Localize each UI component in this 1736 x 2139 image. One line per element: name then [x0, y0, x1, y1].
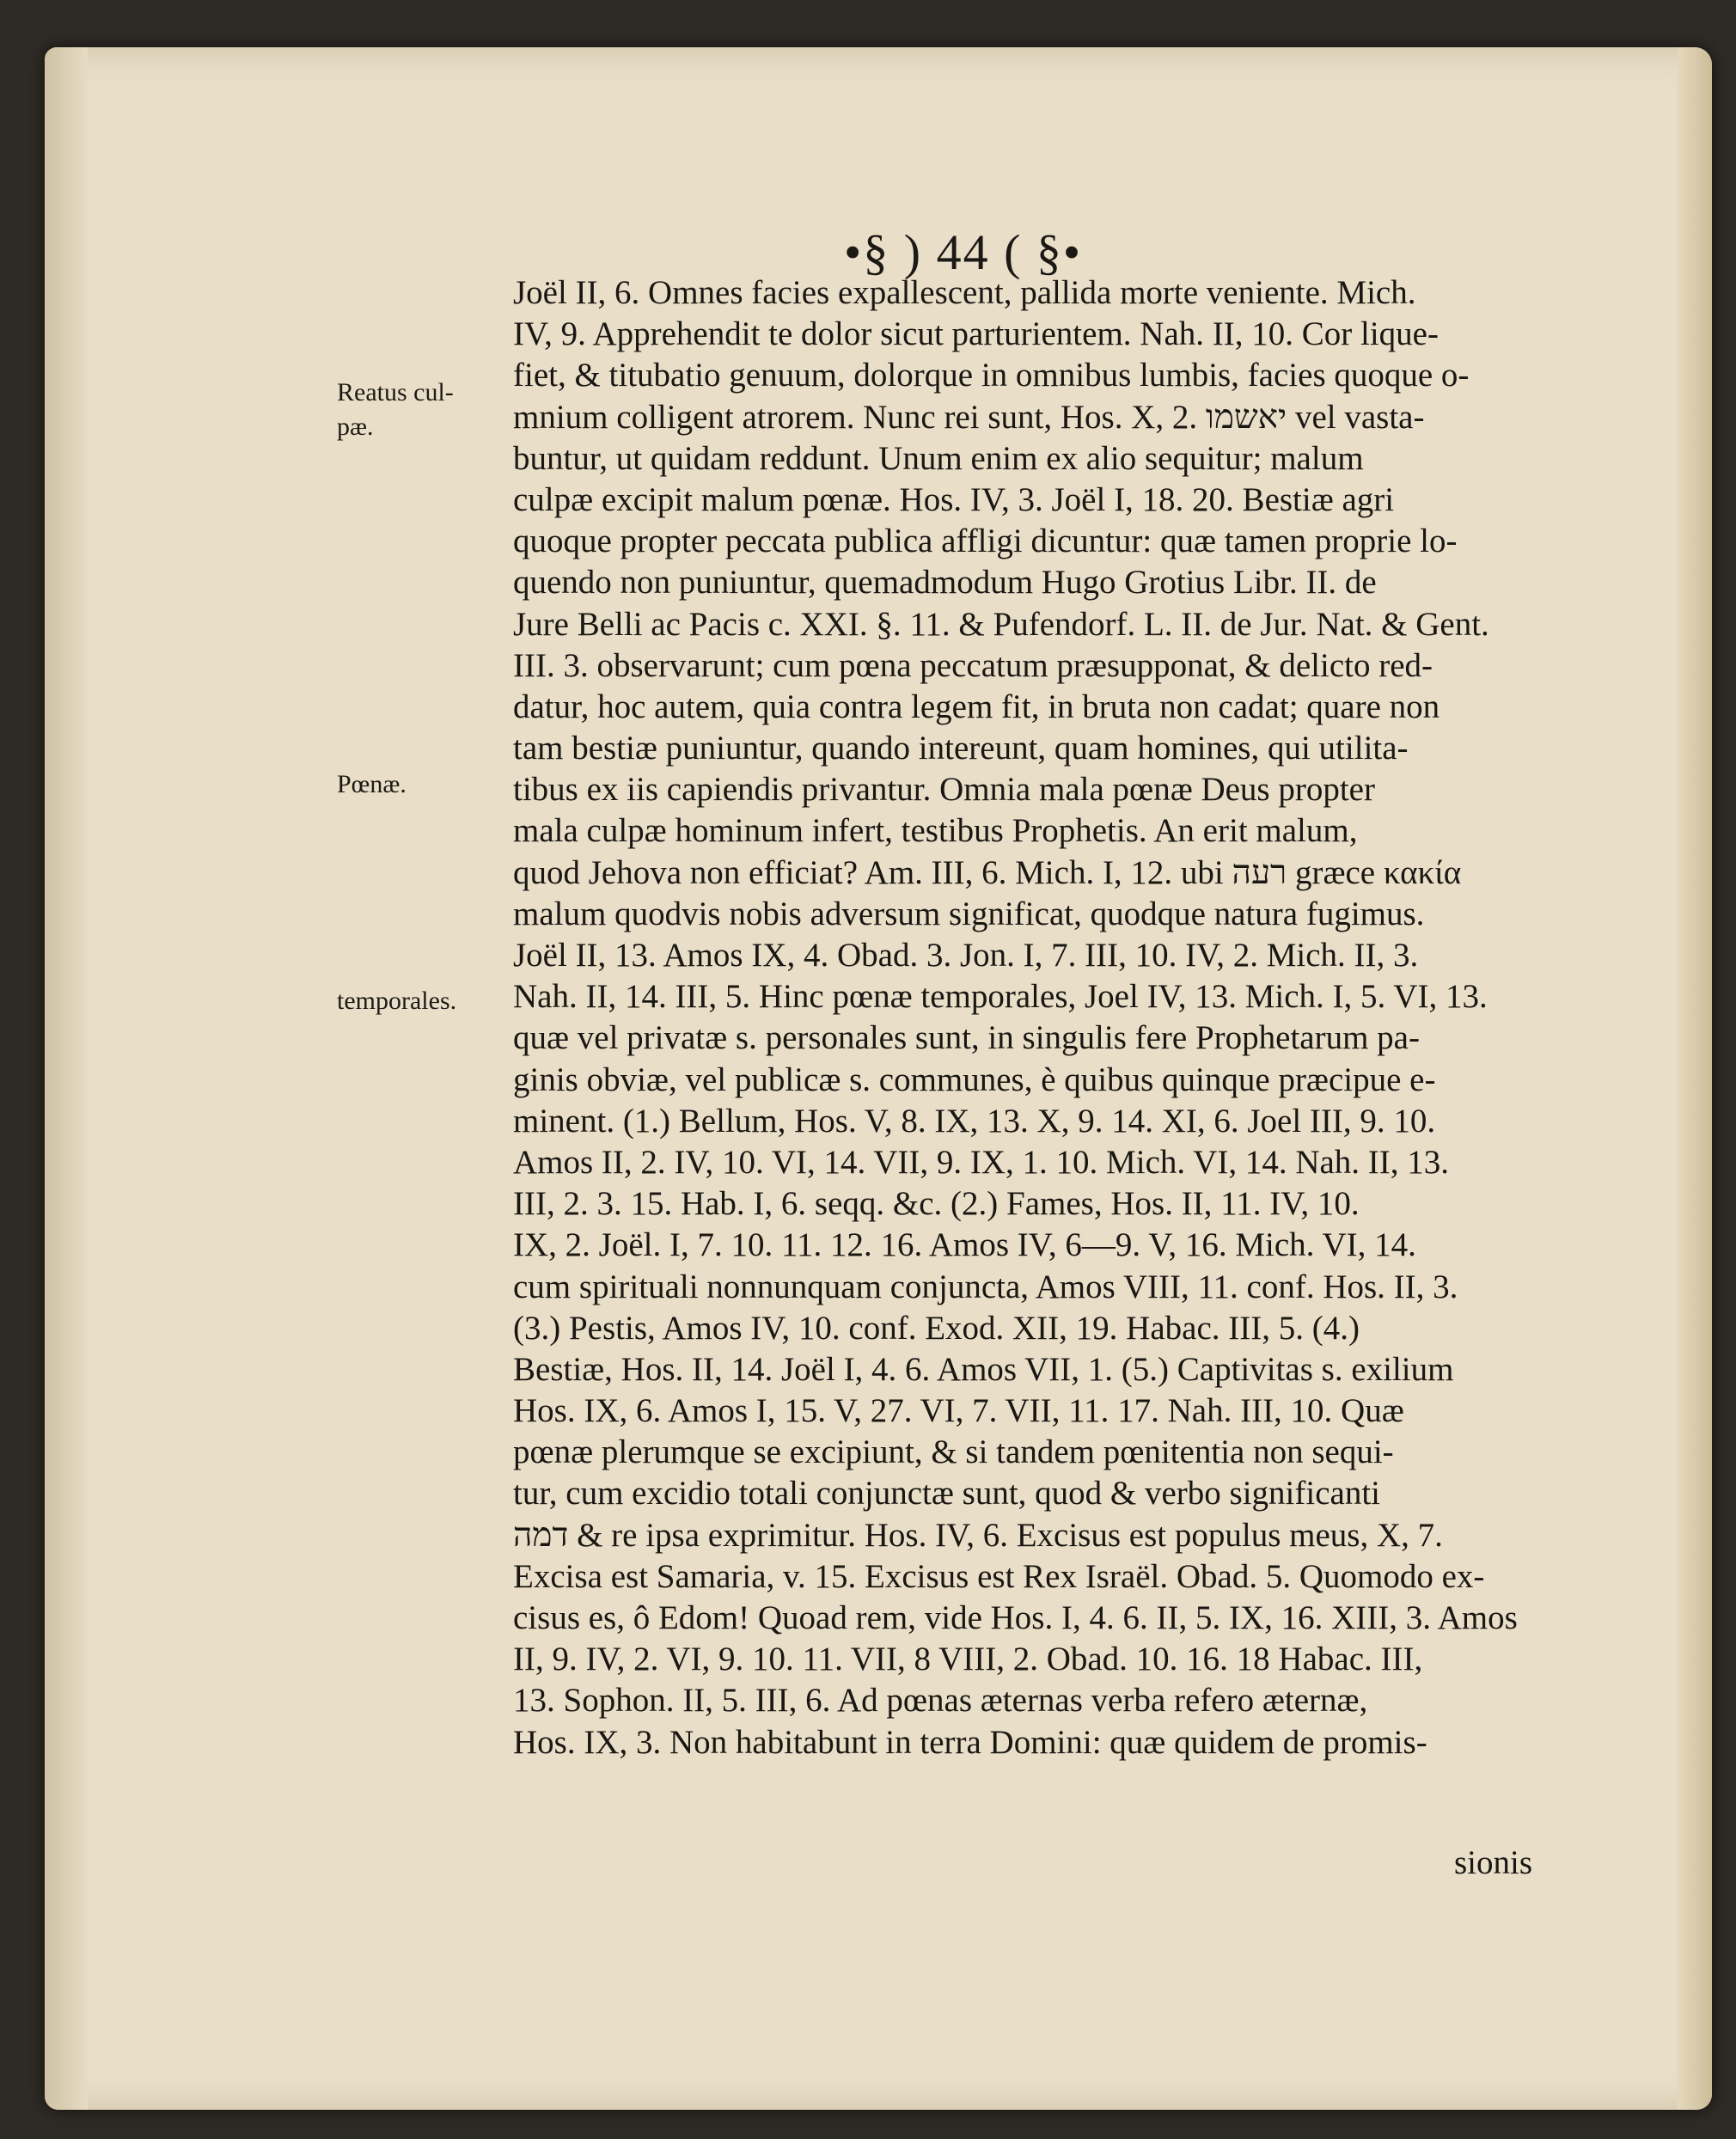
text-line: Hos. IX, 6. Amos I, 15. V, 27. VI, 7. VII, 11. 17. Nah. III, 10. Quæ	[513, 1392, 1404, 1430]
text-line: Joël II, 6. Omnes facies expallescent, pallida morte veniente. Mich.	[513, 274, 1416, 311]
text-line: Bestiæ, Hos. II, 14. Joël I, 4. 6. Amos VII, 1. (5.) Captivitas s. exilium	[513, 1350, 1454, 1388]
page-fold	[1678, 47, 1712, 2110]
body-text	[513, 272, 1562, 1763]
text-line: quoque propter peccata publica affligi dicuntur: quæ tamen proprie lo-	[513, 523, 1458, 560]
text-line: quæ vel privatæ s. personales sunt, in singulis fere Prophetarum pa-	[513, 1019, 1420, 1057]
text-line: mala culpæ hominum infert, testibus Prophetis. An erit malum,	[513, 812, 1358, 850]
text-line: cisus es, ô Edom! Quoad rem, vide Hos. I, 4. 6. II, 5. IX, 16. XIII, 3. Amos	[513, 1599, 1518, 1636]
text-line: pœnæ plerumque se excipiunt, & si tandem pœnitentia non sequi-	[513, 1433, 1394, 1471]
text-line: ginis obviæ, vel publicæ s. communes, è quibus quinque præcipue e-	[513, 1060, 1436, 1098]
text-line: fiet, & titubatio genuum, dolorque in omnibus lumbis, facies quoque o-	[513, 357, 1470, 394]
margin-note-text: Reatus cul- pæ.	[337, 378, 454, 441]
book-page	[45, 47, 1712, 2110]
text-line: Amos II, 2. IV, 10. VI, 14. VII, 9. IX, 1. 10. Mich. VI, 14. Nah. II, 13.	[513, 1143, 1450, 1181]
text-line: Hos. IX, 3. Non habitabunt in terra Domini: quæ quidem de promis-	[513, 1723, 1427, 1761]
text-line: (3.) Pestis, Amos IV, 10. conf. Exod. XII, 19. Habac. III, 5. (4.)	[513, 1309, 1360, 1347]
text-line: Jure Belli ac Pacis c. XXI. §. 11. & Pufendorf. L. II. de Jur. Nat. & Gent.	[513, 605, 1489, 643]
text-line: Nah. II, 14. III, 5. Hinc pœnæ temporales, Joel IV, 13. Mich. I, 5. VI, 13.	[513, 978, 1488, 1016]
text-line: malum quodvis nobis adversum significat, quodque natura fugimus.	[513, 895, 1425, 932]
text-line: mnium colligent atrorem. Nunc rei sunt, Hos. X, 2. יאשמו vel vasta-	[513, 398, 1425, 436]
text-line: Excisa est Samaria, v. 15. Excisus est Rex Israël. Obad. 5. Quomodo ex-	[513, 1557, 1485, 1595]
text-line: IV, 9. Apprehendit te dolor sicut parturientem. Nah. II, 10. Cor lique-	[513, 315, 1439, 353]
text-line: tibus ex iis capiendis privantur. Omnia mala pœnæ Deus propter	[513, 771, 1375, 809]
text-line: cum spirituali nonnunquam conjuncta, Amos VIII, 11. conf. Hos. II, 3.	[513, 1268, 1458, 1305]
text-line: minent. (1.) Bellum, Hos. V, 8. IX, 13. X, 9. 14. XI, 6. Joel III, 9. 10.	[513, 1102, 1436, 1140]
catchword: sionis	[1454, 1844, 1533, 1881]
text-line: tam bestiæ puniuntur, quando intereunt, quam homines, qui utilita-	[513, 730, 1409, 767]
text-line: 13. Sophon. II, 5. III, 6. Ad pœnas æternas verba refero æternæ,	[513, 1682, 1368, 1720]
text-line: IX, 2. Joël. I, 7. 10. 11. 12. 16. Amos IV, 6—9. V, 16. Mich. VI, 14.	[513, 1226, 1416, 1264]
text-line: Joël II, 13. Amos IX, 4. Obad. 3. Jon. I, 7. III, 10. IV, 2. Mich. II, 3.	[513, 937, 1419, 974]
text-line: quendo non puniuntur, quemadmodum Hugo Grotius Libr. II. de	[513, 564, 1377, 602]
margin-note-reatus	[337, 376, 509, 444]
text-line: datur, hoc autem, quia contra legem fit, in bruta non cadat; quare non	[513, 688, 1440, 725]
margin-note-text: Pœnæ.	[337, 770, 406, 798]
text-line: II, 9. IV, 2. VI, 9. 10. 11. VII, 8 VIII, 2. Obad. 10. 16. 18 Habac. III,	[513, 1641, 1423, 1678]
page-header: •§ ) 44 ( §•	[844, 224, 1083, 280]
text-line: culpæ excipit malum pœnæ. Hos. IV, 3. Joël I, 18. 20. Bestiæ agri	[513, 480, 1395, 518]
text-line: tur, cum excidio totali conjunctæ sunt, quod & verbo significanti	[513, 1475, 1381, 1513]
margin-note-temporales	[337, 984, 509, 1018]
text-line: buntur, ut quidam reddunt. Unum enim ex alio sequitur; malum	[513, 439, 1364, 477]
text-line: III, 2. 3. 15. Hab. I, 6. seqq. &c. (2.) Fames, Hos. II, 11. IV, 10.	[513, 1185, 1360, 1223]
text-line: דמה & re ipsa exprimitur. Hos. IV, 6. Excisus est populus meus, X, 7.	[513, 1516, 1443, 1554]
page-gutter	[45, 47, 88, 2110]
text-line: quod Jehova non efficiat? Am. III, 6. Mich. I, 12. ubi רעה græce κακία	[513, 853, 1462, 891]
margin-note-text: temporales.	[337, 987, 457, 1015]
text-line: III. 3. observarunt; cum pœna peccatum præsupponat, & delicto red-	[513, 646, 1433, 684]
margin-note-poenae	[337, 767, 509, 802]
